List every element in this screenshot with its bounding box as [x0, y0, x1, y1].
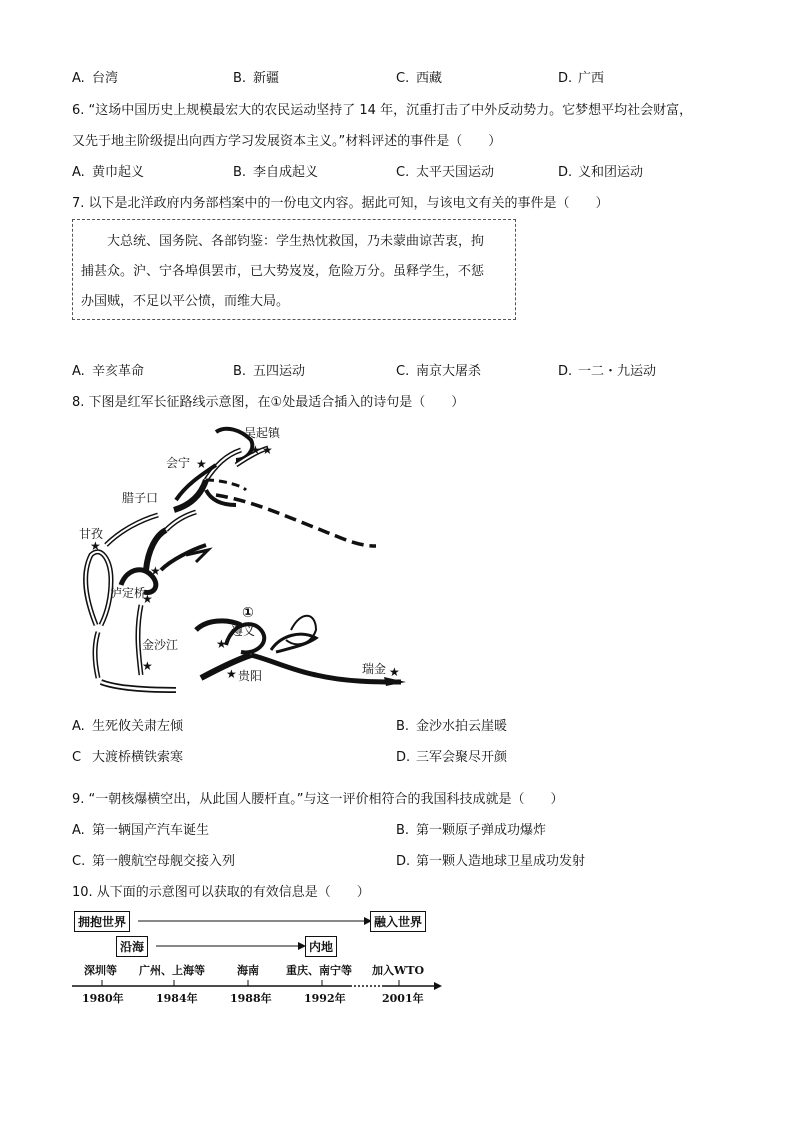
- star-wuqi-2: ★: [262, 443, 273, 457]
- q7-quote-line: 捕甚众。沪、宁各埠俱罢市，已大势岌岌，危险万分。虽释学生，不惩: [81, 264, 485, 279]
- q7-quote-line: 办国贼，不足以平公愤，而维大局。: [81, 294, 290, 309]
- q8-stem: 8. 下图是红军长征路线示意图，在①处最适合插入的诗句是（ ）: [72, 395, 465, 410]
- q8-option-a[interactable]: A. 生死攸关肃左倾: [72, 719, 184, 734]
- box-embrace-world: 拥抱世界: [74, 911, 130, 932]
- q7-option-d[interactable]: D. 一二・九运动: [558, 364, 657, 379]
- label-luding: 泸定桥: [110, 586, 147, 600]
- star-ganzi: ★: [150, 564, 161, 578]
- place-shenzhen: 深圳等: [84, 964, 117, 977]
- q8-option-c[interactable]: C 大渡桥横铁索寒: [72, 750, 184, 765]
- label-ganzi: 甘孜: [79, 527, 104, 541]
- label-huining: 会宁: [166, 456, 191, 470]
- label-ruijin: 瑞金: [362, 662, 387, 676]
- label-wuqi: 吴起镇: [244, 426, 281, 440]
- year-1984: 1984年: [156, 992, 198, 1005]
- q5-option-a[interactable]: A. 台湾: [72, 71, 119, 86]
- year-2001: 2001年: [382, 992, 424, 1005]
- q5-option-c[interactable]: C. 西藏: [396, 71, 443, 86]
- long-march-map: [76, 420, 436, 700]
- year-1988: 1988年: [230, 992, 272, 1005]
- star-guiyang: ★: [226, 667, 237, 681]
- star-huining: ★: [196, 457, 207, 471]
- q8-option-d[interactable]: D. 三军会聚尽开颜: [396, 750, 508, 765]
- star-wuqi: ★: [250, 443, 261, 457]
- star-ganzi-2: ★: [90, 539, 101, 553]
- q9-option-b[interactable]: B. 第一颗原子弹成功爆炸: [396, 823, 547, 838]
- q7-option-c[interactable]: C. 南京大屠杀: [396, 364, 482, 379]
- star-jinsha: ★: [142, 659, 153, 673]
- q9-option-c[interactable]: C. 第一艘航空母舰交接入列: [72, 854, 236, 869]
- q6-option-d[interactable]: D. 义和团运动: [558, 165, 644, 180]
- q6-stem-line1: 6. “这场中国历史上规模最宏大的农民运动坚持了 14 年，沉重打击了中外反动势力。它梦想平均社会财富，: [72, 103, 693, 118]
- q9-stem: 9. “一朝核爆横空出，从此国人腰杆直。”与这一评价相符合的我国科技成就是（ ）: [72, 792, 564, 807]
- place-chongqing: 重庆、南宁等: [286, 964, 352, 977]
- route-dashed: [216, 495, 376, 546]
- star-zunyi: ★: [216, 637, 227, 651]
- marker-1: ①: [242, 605, 254, 621]
- star-ruijin: ★: [389, 665, 400, 679]
- q6-option-b[interactable]: B. 李自成起义: [233, 165, 319, 180]
- star-luding: ★: [142, 592, 153, 606]
- q10-stem: 10. 从下面的示意图可以获取的有效信息是（ ）: [72, 885, 370, 900]
- q7-option-b[interactable]: B. 五四运动: [233, 364, 306, 379]
- q6-option-a[interactable]: A. 黄巾起义: [72, 165, 145, 180]
- q8-option-b[interactable]: B. 金沙水拍云崖暖: [396, 719, 508, 734]
- box-inland: 内地: [305, 936, 337, 957]
- label-jinsha: 金沙江: [142, 638, 179, 652]
- year-1980: 1980年: [82, 992, 124, 1005]
- q6-stem-line2: 又先于地主阶级提出向西方学习发展资本主义。”材料评述的事件是（ ）: [72, 134, 502, 149]
- box-integrate-world: 融入世界: [370, 911, 426, 932]
- q5-option-d[interactable]: D. 广西: [558, 71, 605, 86]
- label-zunyi: 遵义: [231, 624, 256, 638]
- q5-option-b[interactable]: B. 新疆: [233, 71, 280, 86]
- q9-option-a[interactable]: A. 第一辆国产汽车诞生: [72, 823, 210, 838]
- opening-up-timeline: [72, 904, 442, 1014]
- q9-option-d[interactable]: D. 第一颗人造地球卫星成功发射: [396, 854, 586, 869]
- place-hainan: 海南: [237, 964, 259, 977]
- label-guiyang: 贵阳: [238, 669, 263, 683]
- q7-quote-line: 大总统、国务院、各部钧鉴：学生热忱救国，乃未蒙曲谅苦衷，拘: [81, 234, 485, 249]
- q7-quote-box: [72, 219, 516, 320]
- label-lazikou: 腊子口: [122, 491, 159, 505]
- q7-stem: 7. 以下是北洋政府内务部档案中的一份电文内容。据此可知，与该电文有关的事件是（ ）: [72, 196, 609, 211]
- q7-option-a[interactable]: A. 辛亥革命: [72, 364, 145, 379]
- box-coast: 沿海: [116, 936, 148, 957]
- place-wto: 加入WTO: [372, 964, 425, 977]
- year-1992: 1992年: [304, 992, 346, 1005]
- q6-option-c[interactable]: C. 太平天国运动: [396, 165, 495, 180]
- place-guangzhou: 广州、上海等: [139, 964, 205, 977]
